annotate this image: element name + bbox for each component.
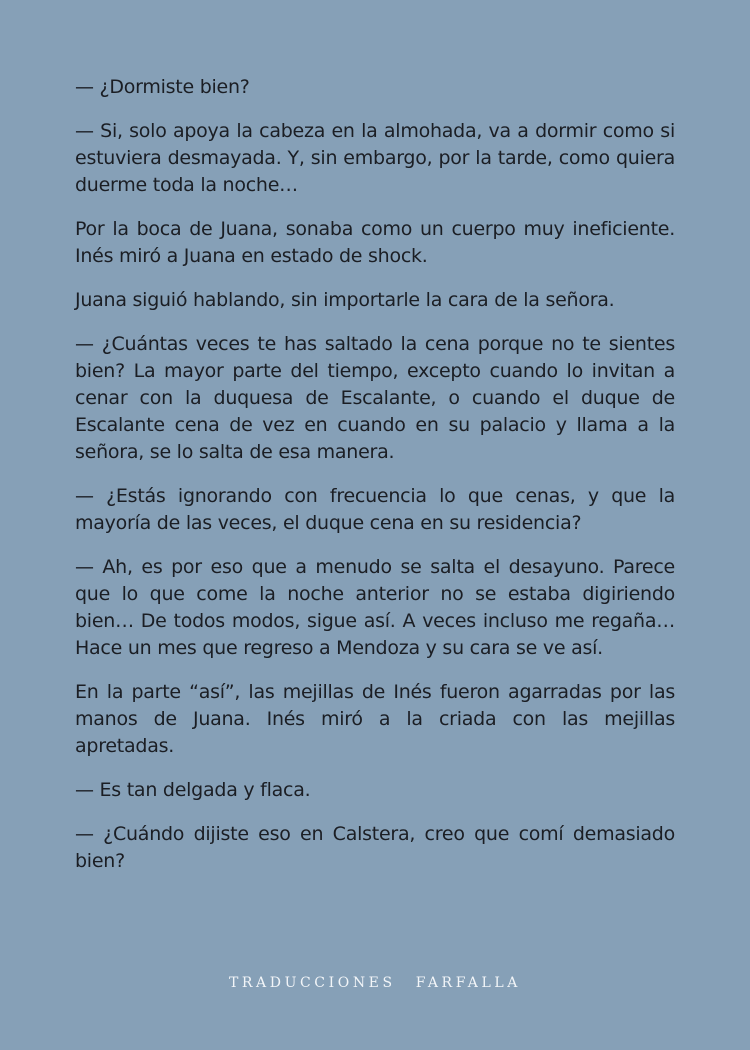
footer-credit — [0, 975, 750, 991]
footer-word-traducciones: TRADUCCIONES — [228, 975, 396, 991]
paragraph-7: — Ah, es por eso que a menudo se salta el desayuno. Parece que lo que come la noche anterior no se estaba digiriendo bien… De todos modos, sigue así. A veces incluso me regaña… Hace un mes que regreso a Mendoza y su cara se ve así. — [75, 556, 675, 659]
paragraph-10: — ¿Cuándo dijiste eso en Calstera, creo que comí demasiado bien? — [75, 823, 675, 872]
paragraph-9: — Es tan delgada y flaca. — [75, 779, 311, 801]
paragraph-3: Por la boca de Juana, sonaba como un cuerpo muy ineficiente. Inés miró a Juana en estado de shock. — [75, 218, 675, 267]
paragraph-5: — ¿Cuántas veces te has saltado la cena porque no te sientes bien? La mayor parte del tiempo, excepto cuando lo invitan a cenar con la duquesa de Escalante, o cuando el duque de Escalante cena de vez en cuando en su palacio y llama a la señora, se lo salta de esa manera. — [75, 333, 675, 463]
paragraph-8: En la parte “así”, las mejillas de Inés fueron agarradas por las manos de Juana. Inés miró a la criada con las mejillas apretadas. — [75, 681, 675, 757]
paragraph-1: — ¿Dormiste bien? — [75, 76, 250, 98]
paragraph-4: Juana siguió hablando, sin importarle la cara de la señora. — [75, 289, 615, 311]
paragraph-2: — Si, solo apoya la cabeza en la almohada, va a dormir como si estuviera desmayada. Y, sin embargo, por la tarde, como quiera duerme toda la noche… — [75, 120, 675, 196]
story-text — [75, 74, 675, 892]
paragraph-6: — ¿Estás ignorando con frecuencia lo que cenas, y que la mayoría de las veces, el duque cena en su residencia? — [75, 485, 675, 534]
footer-word-farfalla: FARFALLA — [415, 975, 522, 991]
